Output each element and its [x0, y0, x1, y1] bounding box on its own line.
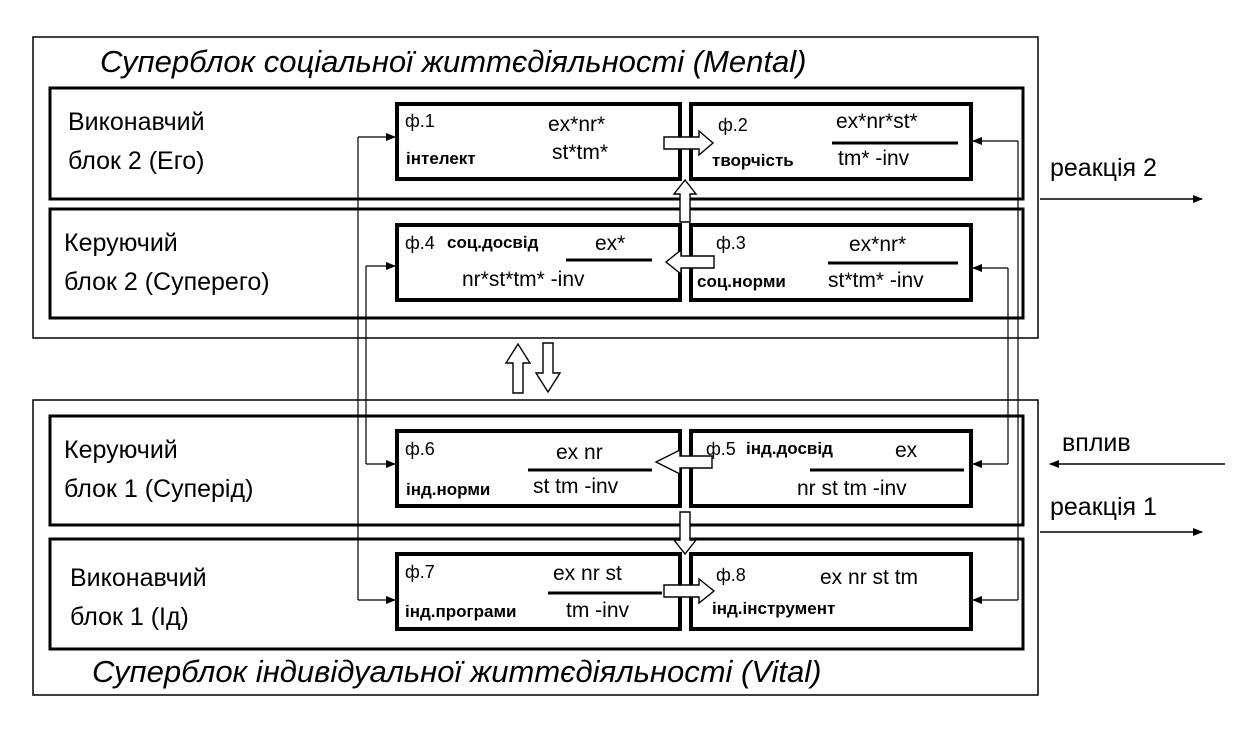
- block-exec1-label: [70, 559, 207, 637]
- factor-f3-bottom: st*tm* -inv: [828, 269, 924, 292]
- block-exec2-label: [68, 103, 205, 181]
- factor-f2-name: творчість: [712, 151, 794, 170]
- factor-f4-name: соц.досвід: [447, 233, 539, 252]
- factor-f7-number: ф.7: [405, 562, 435, 582]
- left-feedback-bus: [358, 137, 395, 600]
- factor-f7-name: інд.програми: [405, 602, 517, 621]
- factor-f2-bottom: tm* -inv: [838, 147, 910, 170]
- block-exec2-line2: блок 2 (Его): [68, 147, 205, 175]
- arrow-ctrl1-to-exec1: [674, 512, 696, 554]
- reaction1-label: реакція 1: [1050, 493, 1157, 521]
- factor-f5-number: ф.5: [706, 439, 736, 459]
- arrow-vital-to-mental: [506, 344, 530, 393]
- factor-f8-name: інд.інструмент: [712, 599, 836, 618]
- block-exec2-line1: Виконавчий: [68, 108, 205, 136]
- factor-f8-number: ф.8: [716, 565, 746, 585]
- block-ctrl2-line1: Керуючий: [64, 229, 178, 257]
- factor-f4-top: ex*: [595, 232, 626, 255]
- factor-f3-number: ф.3: [716, 233, 746, 253]
- factor-f2-number: ф.2: [718, 115, 748, 135]
- influence-label: вплив: [1062, 429, 1131, 457]
- arrow-mental-to-vital: [536, 343, 560, 392]
- factor-f6-bottom: st tm -inv: [533, 475, 619, 498]
- arrow-ctrl2-to-exec2: [674, 180, 696, 222]
- factor-f1-name: інтелект: [406, 149, 476, 168]
- factor-f3-top: ex*nr*: [849, 233, 907, 256]
- factor-f7-top: ex nr st: [553, 562, 622, 585]
- factor-f4-bottom: nr*st*tm* -inv: [462, 268, 585, 291]
- factor-f5-name: інд.досвід: [746, 439, 833, 458]
- factor-f1-top: ex*nr*: [548, 113, 606, 136]
- factor-f5-top: ex: [895, 439, 918, 462]
- reaction2-label: реакція 2: [1050, 154, 1157, 182]
- block-ctrl2-line2: блок 2 (Суперего): [64, 268, 270, 296]
- block-ctrl1-line2: блок 1 (Суперід): [64, 475, 254, 503]
- superblock-mental-title: Суперблок соціальної життєдіяльності (Mental): [100, 44, 807, 79]
- factor-f2-top: ex*nr*st*: [836, 110, 918, 133]
- superblock-vital-title: Суперблок індивідуальної життєдіяльності (Vital): [92, 654, 822, 689]
- factor-f1-bottom: st*tm*: [552, 141, 609, 164]
- block-exec1-line1: Виконавчий: [70, 564, 207, 592]
- block-ctrl1-label: [64, 431, 253, 509]
- factor-f6-top: ex nr: [556, 441, 603, 464]
- factor-f5-bottom: nr st tm -inv: [797, 477, 907, 500]
- factor-f1-number: ф.1: [405, 111, 435, 131]
- block-ctrl2-label: [64, 224, 270, 302]
- factor-f3-name: соц.норми: [697, 272, 786, 291]
- factor-f6-name: інд.норми: [406, 480, 491, 499]
- factor-f7-bottom: tm -inv: [566, 599, 629, 622]
- factor-f8-top: ex nr st tm: [820, 566, 919, 589]
- block-ctrl1-line1: Керуючий: [64, 436, 178, 464]
- factor-f4-number: ф.4: [405, 233, 435, 253]
- block-exec1-line2: блок 1 (Ід): [70, 603, 189, 631]
- factor-f6-number: ф.6: [405, 439, 435, 459]
